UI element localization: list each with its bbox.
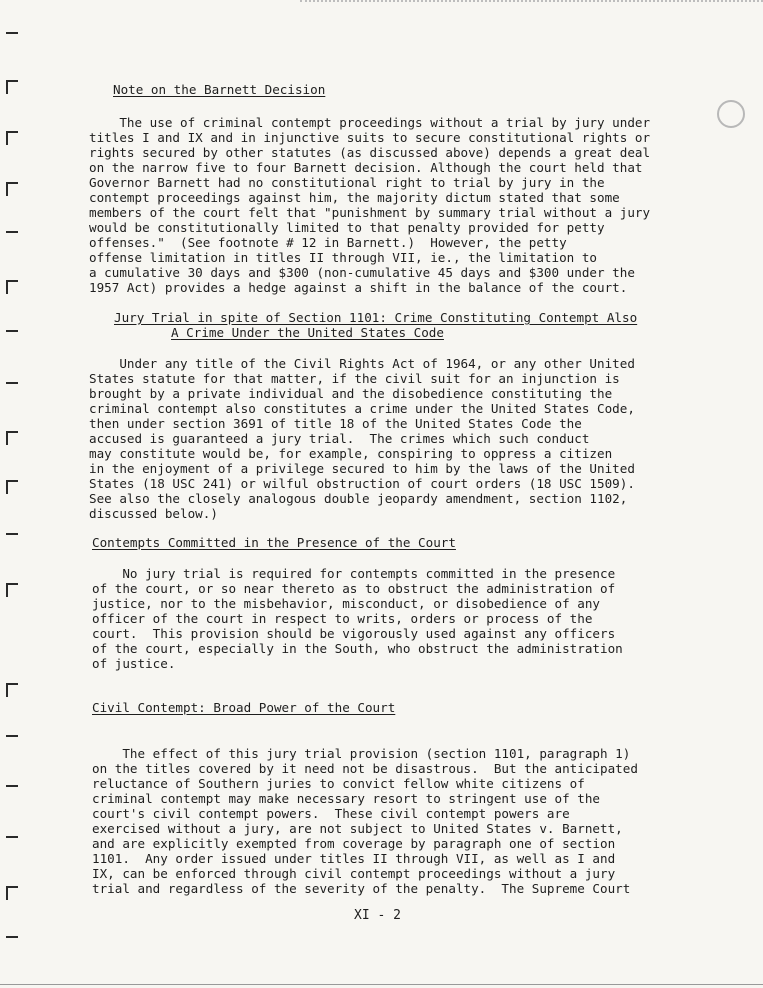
text-line: Governor Barnett had no constitutional right to trial by jury in the: [89, 175, 605, 190]
text-line: rights secured by other statutes (as discussed above) depends a great deal: [89, 145, 651, 160]
section-heading: Jury Trial in spite of Section 1101: Crime Constituting Contempt Also: [114, 310, 638, 325]
margin-mark: [6, 231, 18, 233]
text-line: would be constitutionally limited to that penalty provided for petty: [89, 220, 605, 235]
text-line: No jury trial is required for contempts committed in the presence: [92, 566, 616, 581]
text-line: in the enjoyment of a privilege secured to him by the laws of the United: [89, 461, 635, 476]
text-line: criminal contempt may make necessary resort to stringent use of the: [92, 791, 600, 806]
text-line: trial and regardless of the severity of the penalty. The Supreme Court: [92, 881, 631, 896]
margin-mark: [6, 583, 18, 585]
top-edge-rule: [300, 0, 763, 2]
page-number: XI - 2: [354, 908, 401, 923]
text-line: criminal contempt also constitutes a crime under the United States Code,: [89, 401, 635, 416]
text-line: of the court, especially in the South, who obstruct the administration: [92, 641, 623, 656]
margin-mark: [6, 936, 18, 938]
margin-mark: [6, 683, 18, 685]
margin-mark: [6, 431, 18, 433]
margin-mark: [6, 182, 18, 184]
section-heading: Civil Contempt: Broad Power of the Court: [92, 700, 396, 715]
text-line: reluctance of Southern juries to convict fellow white citizens of: [92, 776, 585, 791]
text-line: The use of criminal contempt proceedings without a trial by jury under: [89, 115, 651, 130]
text-line: See also the closely analogous double jeopardy amendment, section 1102,: [89, 491, 628, 506]
text-line: exercised without a jury, are not subject to United States v. Barnett,: [92, 821, 623, 836]
text-line: court. This provision should be vigorously used against any officers: [92, 626, 616, 641]
text-line: on the titles covered by it need not be disastrous. But the anticipated: [92, 761, 638, 776]
text-line: States statute for that matter, if the civil suit for an injunction is: [89, 371, 620, 386]
text-line: of justice.: [92, 656, 176, 671]
text-line: 1101. Any order issued under titles II through VII, as well as I and: [92, 851, 616, 866]
text-line: brought by a private individual and the disobedience constituting the: [89, 386, 613, 401]
text-line: States (18 USC 241) or wilful obstruction of court orders (18 USC 1509).: [89, 476, 635, 491]
text-line: offenses." (See footnote # 12 in Barnett.) However, the petty: [89, 235, 567, 250]
margin-mark: [6, 131, 18, 133]
punch-hole-mark: [717, 100, 745, 128]
margin-mark: [6, 886, 18, 888]
text-line: discussed below.): [89, 506, 218, 521]
text-line: 1957 Act) provides a hedge against a shift in the balance of the court.: [89, 280, 628, 295]
margin-mark: [6, 533, 18, 535]
text-line: titles I and IX and in injunctive suits to secure constitutional rights or: [89, 130, 651, 145]
text-line: justice, nor to the misbehavior, misconduct, or disobedience of any: [92, 596, 600, 611]
text-line: offense limitation in titles II through VII, ie., the limitation to: [89, 250, 597, 265]
text-line: a cumulative 30 days and $300 (non-cumulative 45 days and $300 under the: [89, 265, 635, 280]
section-heading: Note on the Barnett Decision: [113, 82, 326, 97]
margin-mark: [6, 32, 18, 34]
text-line: on the narrow five to four Barnett decision. Although the court held that: [89, 160, 643, 175]
text-line: contempt proceedings against him, the majority dictum stated that some: [89, 190, 620, 205]
margin-mark: [6, 785, 18, 787]
text-line: The effect of this jury trial provision (section 1101, paragraph 1): [92, 746, 631, 761]
margin-mark: [6, 480, 18, 482]
margin-mark: [6, 735, 18, 737]
text-line: Under any title of the Civil Rights Act of 1964, or any other United: [89, 356, 635, 371]
bottom-edge-rule: [0, 984, 763, 985]
text-line: and are explicitly exempted from coverage by paragraph one of section: [92, 836, 616, 851]
text-line: IX, can be enforced through civil contempt proceedings without a jury: [92, 866, 616, 881]
margin-mark: [6, 382, 18, 384]
margin-mark: [6, 80, 18, 82]
section-heading: A Crime Under the United States Code: [171, 325, 444, 340]
text-line: members of the court felt that "punishment by summary trial without a jury: [89, 205, 651, 220]
section-heading: Contempts Committed in the Presence of the Court: [92, 535, 456, 550]
text-line: court's civil contempt powers. These civil contempt powers are: [92, 806, 570, 821]
text-line: accused is guaranteed a jury trial. The crimes which such conduct: [89, 431, 590, 446]
text-line: of the court, or so near thereto as to obstruct the administration of: [92, 581, 616, 596]
margin-mark: [6, 330, 18, 332]
margin-mark: [6, 280, 18, 282]
text-line: officer of the court in respect to writs, orders or process of the: [92, 611, 593, 626]
margin-mark: [6, 836, 18, 838]
text-line: may constitute would be, for example, conspiring to oppress a citizen: [89, 446, 613, 461]
text-line: then under section 3691 of title 18 of the United States Code the: [89, 416, 582, 431]
